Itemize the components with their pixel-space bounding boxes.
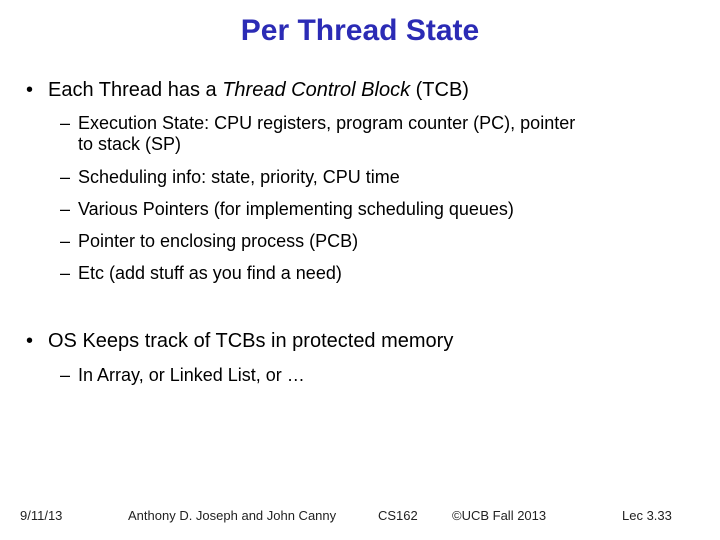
subitem-text: Etc (add stuff as you find a need) [78, 263, 342, 283]
bullet-1-suffix: (TCB) [410, 79, 469, 101]
subitem [60, 263, 700, 284]
footer-authors: Anthony D. Joseph and John Canny [128, 508, 337, 523]
bullet-1-prefix: Each Thread has a [48, 79, 223, 101]
subitem [60, 167, 700, 188]
dash-icon: – [60, 113, 71, 133]
subitem-continuation: to stack (SP) [78, 134, 182, 154]
footer-lecture: Lec 3.33 [622, 508, 672, 523]
bullet-dot-icon: • [26, 79, 34, 101]
subitem [60, 231, 700, 252]
subitem-text: Various Pointers (for implementing scheduling queues) [78, 199, 514, 219]
bullet-2-text: OS Keeps track of TCBs in protected memory [48, 330, 454, 352]
dash-icon: – [60, 231, 71, 251]
subitem [60, 113, 700, 155]
subitem-text: Execution State: CPU registers, program counter (PC), pointer [78, 113, 576, 133]
bullet-1-emphasis: Thread Control Block [222, 79, 411, 101]
subitem [60, 199, 700, 220]
bullet-1 [26, 78, 469, 102]
bullet-2 [26, 329, 453, 353]
dash-icon: – [60, 199, 71, 219]
subitem [60, 365, 700, 386]
slide-title: Per Thread State [240, 14, 480, 47]
dash-icon: – [60, 167, 71, 187]
dash-icon: – [60, 263, 71, 283]
subitem-text: Scheduling info: state, priority, CPU time [78, 167, 400, 187]
footer-copyright: ©UCB Fall 2013 [452, 508, 547, 523]
footer-course: CS162 [378, 508, 418, 523]
dash-icon: – [60, 365, 71, 385]
subitem-text: Pointer to enclosing process (PCB) [78, 231, 359, 251]
bullet-dot-icon: • [26, 330, 34, 352]
subitem-text: In Array, or Linked List, or … [78, 365, 305, 385]
footer-date: 9/11/13 [20, 508, 63, 523]
